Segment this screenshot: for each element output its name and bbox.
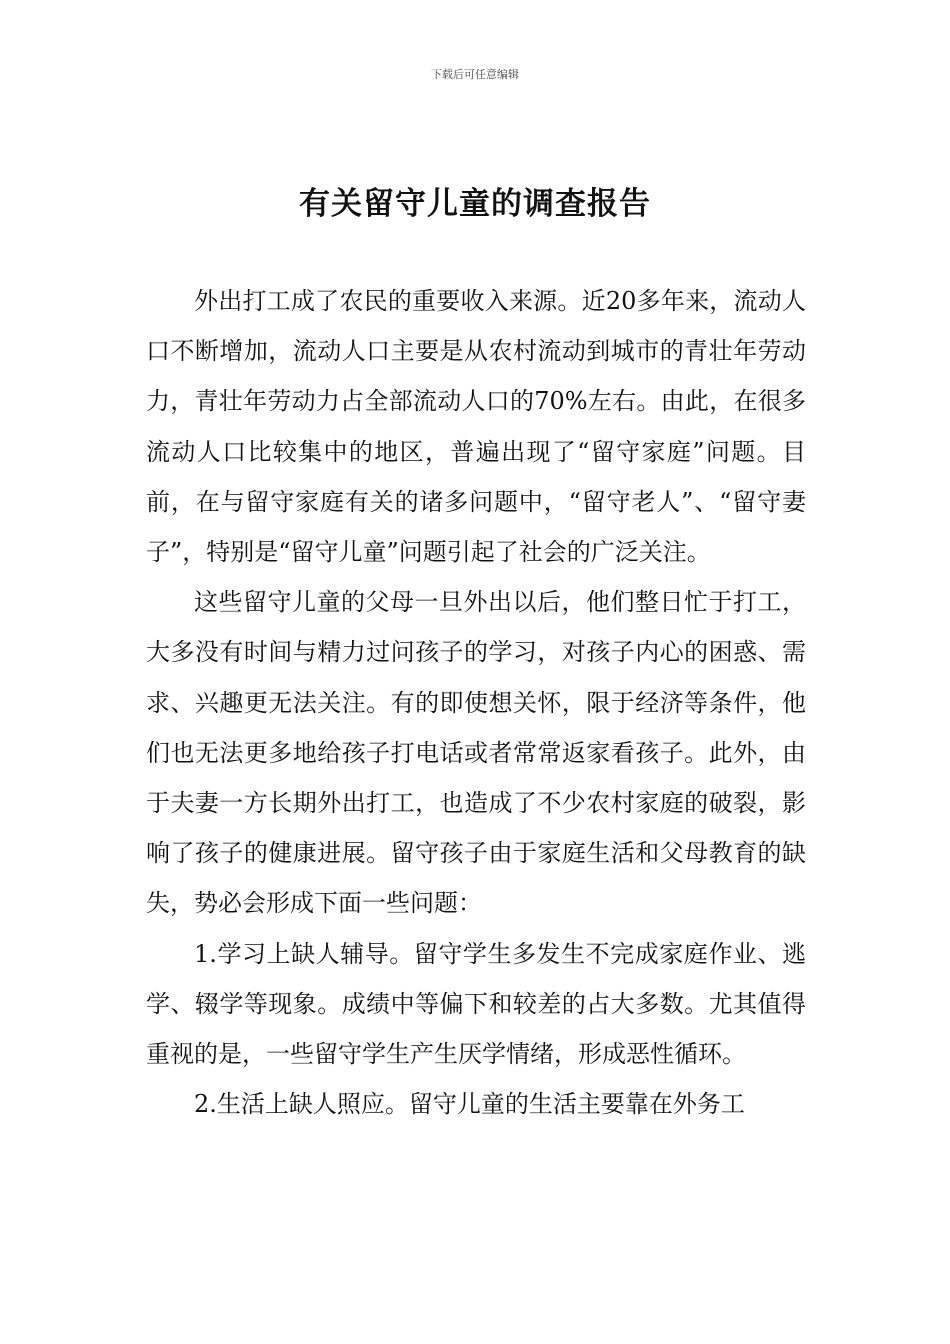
header-note: 下载后可任意编辑	[431, 68, 519, 81]
paragraph: 这些留守儿童的父母一旦外出以后，他们整日忙于打工，大多没有时间与精力过问孩子的学习，对孩子内心的困惑、需求、兴趣更无法关注。有的即使想关怀，限于经济等条件，他们也无法更多地给孩子打电话或者常常返家看孩子。此外，由于夫妻一方长期外出打工，也造成了不少农村家庭的破裂，影响了孩子的健康进展。留守孩子由于家庭生活和父母教育的缺失，势必会形成下面一些问题：	[146, 588, 806, 918]
paragraph: 外出打工成了农民的重要收入来源。近20多年来，流动人口不断增加，流动人口主要是从农村流动到城市的青壮年劳动力，青壮年劳动力占全部流动人口的70%左右。由此，在很多流动人口比较集中的地区，普遍出现了“留守家庭”问题。目前，在与留守家庭有关的诸多问题中，“留守老人”、“留守妻子”，特别是“留守儿童”问题引起了社会的广泛关注。	[146, 287, 806, 567]
paragraph: 2.生活上缺人照应。留守儿童的生活主要靠在外务工	[194, 1090, 745, 1119]
document-body	[146, 276, 806, 1129]
paragraph: 1.学习上缺人辅导。留守学生多发生不完成家庭作业、逃学、辍学等现象。成绩中等偏下和较差的占大多数。尤其值得重视的是，一些留守学生产生厌学情绪，形成恶性循环。	[146, 939, 806, 1069]
document-title: 有关留守儿童的调查报告	[299, 186, 651, 222]
